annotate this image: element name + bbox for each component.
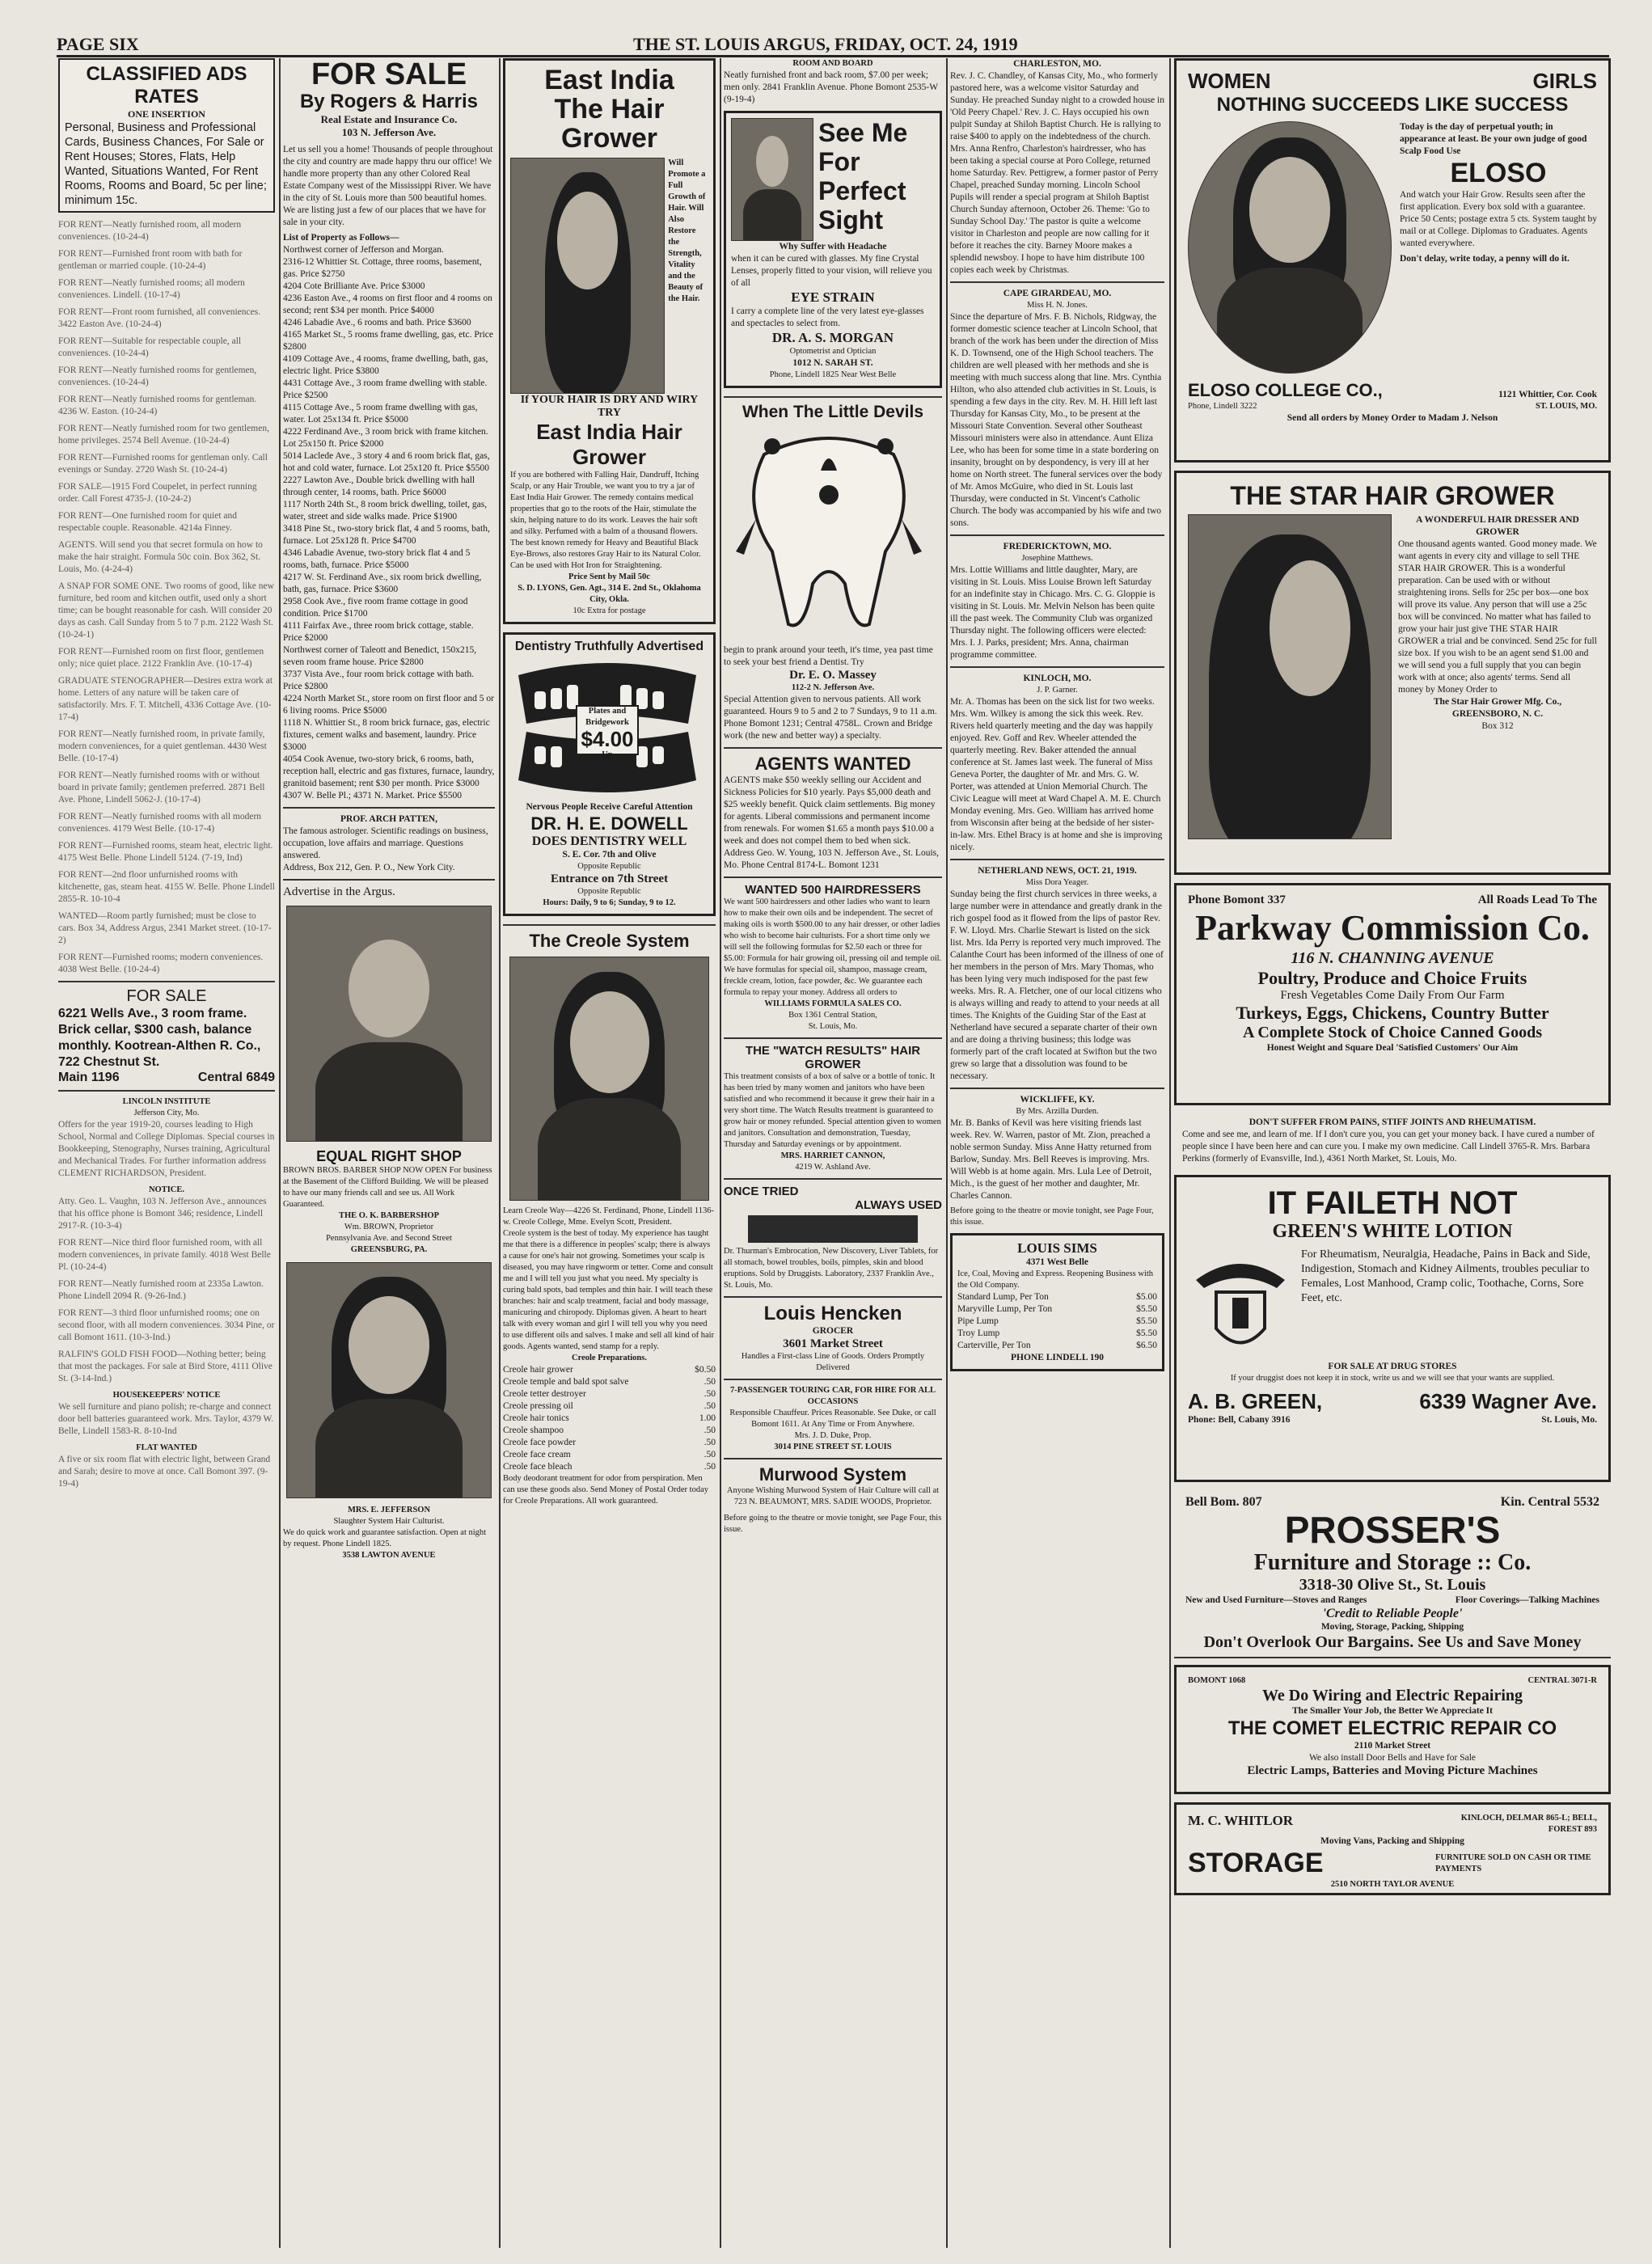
massey-text: Special Attention given to nervous patients. All work guaranteed. Hours 9 to 5 and 2 to 7 Sundays, 9 to 11 a.m. Phone Bomont 1231; Central 4758L. Crown and Bridge work (the new and better way) a specialty. [724,695,937,741]
listing-item: 4115 Cottage Ave., 5 room frame dwelling with gas, water. Lot 25x134 ft. Price $5000 [283,403,478,424]
listing-item: 2958 Cook Ave., five room frame cottage in good condition. Price $1700 [283,597,468,619]
hencken-addr: 3601 Market Street [783,1337,883,1350]
east-india-title: East India [544,65,674,95]
dentist-opp: Opposite Republic [577,862,641,871]
prosser-sub: Furniture and Storage :: Co. [1253,1550,1532,1575]
listing-item: 4224 North Market St., store room on first floor and 5 or 6 living rooms. Price $5000 [283,694,494,716]
shop-city: GREENSBURG, PA. [350,1245,428,1254]
eye-text2: I carry a complete line of the very latest eye-glasses and spectacles to select from. [731,306,924,328]
optometrist-sub: Optometrist and Optician [789,347,877,356]
star-co: The Star Hair Grower Mfg. Co., [1433,697,1562,707]
wick-title: WICKLIFFE, KY. [950,1088,1164,1106]
tried-trademark-logo [748,1215,918,1243]
classified-list [58,219,275,976]
prep-list [503,1364,716,1473]
hencken-ad [724,1296,942,1374]
prosser-credit: 'Credit to Reliable People' [1322,1607,1463,1620]
classified-item: FOR RENT—Front room furnished, all conveniences. 3422 Easton Ave. (10-24-4) [58,307,261,329]
car-name: Mrs. J. D. Duke, Prop. [794,1431,872,1440]
flat-text: A five or six room flat with electric light, between Grand and Sarah; desire to move at once. Call Bomont 397. (9-19-4) [58,1455,271,1489]
jefferson-sub: Slaughter System Hair Culturist. [333,1517,445,1526]
parkway-addr: 116 N. CHANNING AVENUE [1291,949,1494,967]
listing-item: 2227 Lawton Ave., Double brick dwelling with hall through center, 14 rooms, bath. Price $6000 [283,475,475,497]
prep-row: Creole tetter destroyer .50 [503,1389,716,1399]
prep-row: Creole temple and bald spot salve .50 [503,1377,716,1387]
classified-item: FOR RENT—Neatly furnished room for two gentlemen, home privileges. 2574 Bell Avenue. (10-24-4) [58,424,269,446]
classified-item: FOR RENT—Neatly furnished rooms for gentleman. 4236 W. Easton. (10-24-4) [58,395,257,416]
up-label: Up [602,750,613,759]
east-india-ad [503,58,716,624]
classified-item: FOR RENT—3 third floor unfurnished rooms; one on second floor, with all modern conveniences. 3034 Pine, or call Bomont 1611. (10-3-Ind.) [58,1308,275,1342]
see-for: For [818,147,860,176]
faileth-title: IT FAILETH NOT [1267,1185,1518,1221]
portrait-photo-woman [286,1262,492,1498]
prep-row: Creole face powder .50 [503,1438,716,1447]
forsale-main-phone: Main 1196 [58,1071,120,1084]
classified-item: FOR RENT—Neatly furnished room, in private family, modern conveniences, for a quiet gentleman. 4430 West Belle. (10-17-4) [58,729,267,763]
listings [283,244,495,802]
hairdressers-co: WILLIAMS FORMULA SALES CO. [764,999,902,1008]
classified-item: FOR RENT—Neatly furnished rooms with or without board in private family; gentlemen preferred. 2871 Bell Ave. Phone, Lindell 5062-J. (10-17-4) [58,771,265,805]
room-text: Neatly furnished front and back room, $7.00 per week; men only. 2841 Franklin Avenue. Phone Bomont 2535-W (9-19-4) [724,70,938,104]
sims-ad [950,1233,1164,1371]
classified-item: FOR RENT—Furnished front room with bath for gentleman or married couple. (10-24-4) [58,249,243,271]
housekeepers-text: We sell furniture and piano polish; re-charge and connect door bell batteries guaranteed work. Mrs. Taylor, 4379 W. Belle, Lindell 1583-R. 8-10-Ind [58,1402,274,1436]
tried-text: Dr. Thurman's Embrocation, New Discovery, Liver Tablets, for all stomach, bowel troubles, boils, pimples, skin and blood eruptions. Sold by Druggists. Laboratory, 2337 Franklin Ave., St. Louis, Mo. [724,1247,939,1290]
forsale-central-phone: Central 6849 [197,1071,275,1084]
optometrist-phone: Phone, Lindell 1825 Near West Belle [769,370,897,379]
comet-smaller: The Smaller Your Job, the Better We Appreciate It [1292,1706,1493,1716]
hencken-name: Louis Hencken [763,1303,902,1324]
parkway-fresh: Fresh Vegetables Come Daily From Our Farm [1280,989,1505,1002]
east-india-side: Will Promote a Full Growth of Hair. Will Also Restore the Strength, Vitality and the Beauty of the Hair. [668,158,706,303]
parkway-ad [1174,883,1611,1105]
classified-item: WANTED—Room partly furnished; must be close to cars. Box 34, Address Argus, 2341 Market street. (10-17-2) [58,911,272,945]
cape-text: Since the departure of Mrs. F. B. Nichols, Ridgway, the former domestic science teacher at Lincoln School, that branch of the work has been under the direction of Miss K. D. Townsend, one of the High School teachers. The children are well pleased with her methods and she is meeting with much success along that line. Mrs. Cynthia Hilton, who also attended club activities in St. Louis, is spending a few days in the city. Rev. M. H. Hill left last Thursday for Kansas City, Mo., to be present at the Missouri State Convention. Several other Southeast Missouri ministers were also in attendance. Aunt Eliza Lee, who has been for some time in a state bordering on insanity, brought on by despondency, is very ill at her home on North street. The funeral services over the body of Mr. Amos McGuire, who died in St. Louis last Thursday, were conducted in St. Vincent's Catholic Church. The body was accompanied by his wife and two sons. [950,312,1163,528]
eloso-intro: Today is the day of perpetual youth; in appearance at least. Be your own judge of good Scalp Food Use [1400,122,1587,156]
wick-by: By Mrs. Arzilla Durden. [1016,1107,1099,1116]
listing-item: 4246 Labadie Ave., 6 rooms and bath. Price $3600 [283,318,471,327]
jefferson-text: We do quick work and guarantee satisfaction. Open at night by request. Phone Lindell 1825. [283,1528,487,1548]
see-me: See Me [818,118,908,147]
forsale-heading: FOR SALE [311,58,467,91]
classified-item: FOR RENT—Neatly furnished room at 2335a Lawton. Phone Lindell 2094 R. (9-26-Ind.) [58,1279,264,1301]
prep-row: Creole face bleach .50 [503,1462,716,1472]
prep-row: Creole shampoo .50 [503,1426,716,1435]
comet-do: We Do Wiring and Electric Repairing [1261,1687,1523,1704]
classified-item: FOR SALE—1915 Ford Coupelet, in perfect running order. Call Forest 4735-J. (10-24-2) [58,482,257,504]
creole-learn: Learn Creole Way—4226 St. Ferdinand, Phone, Lindell 1136-w. Creole College, Mme. Evelyn Scott, President. [503,1206,715,1227]
classified-item: FOR RENT—Suitable for respectable couple, all conveniences. (10-24-4) [58,336,242,358]
whitlor-storage: STORAGE [1188,1848,1324,1878]
massey-addr: 112-2 N. Jefferson Ave. [791,683,875,692]
large-ads-column [1174,58,1611,2248]
hencken-text: Handles a First-class Line of Goods. Orders Promptly Delivered [741,1352,925,1372]
classified-item: A SNAP FOR SOME ONE. Two rooms of good, like new furniture, bed room and kitchen outfit, used only a short time; can be bought reasonable for cash. Will consider 20 days as cash. Call Sunday from 5 to 7 p.m. 2122 Wash St. (10-24-1) [58,581,274,640]
star-text: One thousand agents wanted. Good money made. We want agents in every city and village to sell THE STAR HAIR GROWER. This is a wonderful preparation. Can be used with or without straightening irons. Sells for 25c per box—one box will prove its value. Any person that will use a 25c box will be convinced. No matter what has failed to grow your hair just give THE STAR HAIR GROWER a trial and be convinced. Send 25c for full size box. If you wish to be an agent send $1.00 and we will send you a full supply that you can begin work with at once; also agents' terms. Send all money by Money Order to [1398,539,1597,695]
dentist-head: Dentistry Truthfully Advertised [514,640,704,653]
listing-item: 4222 Ferdinand Ave., 3 room brick with frame kitchen. Lot 25x150 ft. Price $2000 [283,427,488,449]
kinloch-text: Mr. A. Thomas has been on the sick list for two weeks. Mrs. Wm. Wilkey is among the sick this week. Rev. Rivers held quarterly meeting and the day was happily enjoyed. Rev. Goff and Rev. Wheeler attended the quarterly meeting. Rev. Baker attended the annual conference at St. James last week. The funeral of Miss Geneva Porter, the daughter of Mr. and Mrs. G. W. Porter, was attended at Union Memorial Church. The Civic League will meet at Ward Chapel A. M. E. Church Monday evening. Mrs. Geo. William has arrived home from Wisconsin after being at the bedside of her sister-in-law. Mrs. Ethel Bracy is at home and she is improving nicely. [950,697,1163,852]
car-addr: 3014 PINE STREET ST. LOUIS [774,1442,892,1451]
massey-name: Dr. E. O. Massey [789,669,877,682]
patten-title: PROF. ARCH PATTEN, [340,814,437,824]
charleston-text: Rev. J. C. Chandley, of Kansas City, Mo., who formerly pastored here, was a welcome visitor Saturday and Sunday. He preached Sunday night to a crowded house in 'Old Peery Chapel.' Rev. J. C. Hays occupied his own pulpit Sunday at Shiloh Baptist Church. He is rallying to raise $400 to apply on the indebtedness of the church. Mrs. Anna Renfro, Charleston's hairdresser, who has been taking a special course at Poro College, returned home Saturday. Rev. Pettigrew, a former pastor of Perry Chapel, preached Sunday morning. Lincoln School Pupils will render a special program at Shiloh Baptist Church Sunday afternoon, October 26. Theme: 'Go to Sunday School Day.' The pastor is quite a welcome visitor in Charleston and people are now calling for it before it reaches the city. Barney Moore makes a splendid newsboy. I hope to have him distribute 100 copies each week by Christmas. [950,71,1164,275]
touring-car-ad [724,1379,942,1453]
parkway-roads: All Roads Lead To The [1477,893,1597,906]
devils-title: When The Little Devils [741,403,924,421]
greens-city: St. Louis, Mo. [1541,1415,1597,1425]
once-tried-ad [724,1178,942,1291]
watch-title: THE "WATCH RESULTS" HAIR GROWER [745,1044,921,1071]
east-india-try: If YOUR HAIR IS DRY AND WIRY TRY [520,394,699,419]
kinloch-title: KINLOCH, MO. [950,666,1164,685]
prosser-floor: Floor Coverings—Talking Machines [1455,1595,1599,1605]
portrait-photo-man [286,906,492,1142]
forsale-sub: Real Estate and Insurance Co. [320,113,458,125]
greens-sale: FOR SALE AT DRUG STORES [1328,1362,1457,1371]
listing-title: List of Property as Follows— [283,233,399,243]
devils-text: begin to prank around your teeth, it's time, yea past time to seek your best friend a Dentist. Try [724,645,933,667]
listing-item: 4109 Cottage Ave., 4 rooms, frame dwelling, bath, gas, electric light. Price $3800 [283,354,488,376]
plates-label: Plates and Bridgework [585,707,629,727]
tried-line2: ALWAYS USED [855,1198,942,1212]
news-column [950,58,1164,2248]
neth-title: NETHERLAND NEWS, OCT. 21, 1919. [950,859,1164,877]
murwood-title: Murwood System [758,1464,907,1485]
classified-item: FOR RENT—2nd floor unfurnished rooms with kitchenette, gas, steam heat. 4155 W. Belle. Phone Lindell 2855-R. 10-10-4 [58,870,275,904]
classified-item: FOR RENT—Neatly furnished rooms with all modern conveniences. 4179 West Belle. (10-17-4) [58,812,262,834]
eloso-photo [1188,121,1392,374]
dentist-entrance: Entrance on 7th Street [550,872,669,885]
classified-item: FOR RENT—Furnished room on first floor, gentlemen only; nice quiet place. 2122 Franklin Ave. (10-17-4) [58,647,264,669]
eloso-brand: ELOSO [1450,158,1547,188]
comet-phone1: BOMONT 1068 [1188,1676,1246,1685]
greens-name: A. B. GREEN, [1188,1389,1323,1413]
comet-phone2: CENTRAL 3071-R [1527,1676,1597,1685]
neth-by: Miss Dora Yeager. [1025,878,1089,887]
before-note: Before going to the theatre or movie tonight, see Page Four, this issue. [724,1514,942,1534]
green-lotion-ad [1174,1175,1611,1482]
classified-item: AGENTS. Will send you that secret formula on how to make the hair straight. Formula 50c coin. Box 362, St. Louis, Mo. (4-24-4) [58,540,263,574]
eloso-college: ELOSO COLLEGE CO., [1188,380,1383,400]
forsale-by: By Rogers & Harris [299,91,479,112]
pains-title: DON'T SUFFER FROM PAINS, STIFF JOINTS AND RHEUMATISM. [1249,1117,1536,1127]
whitlor-name: M. C. WHITLOR [1188,1813,1294,1828]
shop-text: BROWN BROS. BARBER SHOP NOW OPEN For business at the Basement of the Clifford Building. We will be pleased to have our many friends call and see us. All Work Guaranteed. [283,1166,492,1209]
east-india-title2: The Hair Grower [554,94,665,154]
nothing-succeeds: NOTHING SUCCEEDS LIKE SUCCESS [1216,94,1569,116]
sims-phone: PHONE LINDELL 190 [1010,1353,1105,1362]
creole-ad [503,924,716,1507]
dentist-opp2: Opposite Republic [577,887,641,896]
watch-addr: 4219 W. Ashland Ave. [795,1163,871,1172]
rates-text: Personal, Business and Professional Cards, Business Chances, For Sale or Rent Houses; Stores, Flats, Help Wanted, Situations Wanted, For Rent Rooms, Rooms and Board, 5c per line; minimum 15c. [65,121,267,207]
agents-text: AGENTS make $50 weekly selling our Accident and Sickness Policies for $10 yearly. Pays $5,000 death and $25 weekly benefit. Quick claim settlements. Big money for agents. Liberal commissions and permanent income from renewals. For women $1.65 a month pays $10.00 a week and does not compel them to bed when sick. Address Geo. W. Young, 103 N. Jefferson Ave., St. Louis, Mo. Phone Central 8174-L. Bomont 1231 [724,775,939,870]
lincoln-sub: Jefferson City, Mo. [133,1109,200,1117]
star-city: GREENSBORO, N. C. [1451,709,1544,719]
murwood-ad [724,1458,942,1535]
forsale-text: 6221 Wells Ave., 3 room frame. Brick cellar, $300 cash, balance monthly. Kootrean-Althen R. Co., 722 Chestnut St. [58,1007,261,1069]
advertise-note: Advertise in the Argus. [283,879,495,899]
listing-item: 4111 Fairfax Ave., three room brick cottage, stable. Price $2000 [283,621,474,643]
east-india-price: Price Sent by Mail 50c [568,572,650,581]
eloso-addr: 1121 Whittier, Cor. Cook [1498,390,1597,399]
hair-ads-column [503,58,716,2248]
eloso-text: And watch your Hair Grow. Results seen after the first application. Every box sold with a guarantee. Price 50 Cents; postage extra 5 cts. System taught by mail or at College. Diplomas to Graduates. Agents wanted everywhere. [1400,190,1598,248]
car-text: Responsible Chauffeur. Prices Reasonable. See Duke, or call Bomont 1611. At Any Time or From Anywhere. [729,1409,936,1429]
dentist-ad [503,632,716,916]
classified-item: FOR RENT—One furnished room for quiet and respectable couple. Reasonable. 4214a Finney. [58,511,238,533]
cape-title: CAPE GIRARDEAU, MO. [950,281,1164,300]
east-india-postage: 10c Extra for postage [572,606,646,615]
eloso-send: Send all orders by Money Order to Madam J. Nelson [1287,413,1498,423]
parkway-phone: Phone Bomont 337 [1188,893,1286,906]
whitlor-phone: KINLOCH, DELMAR 865-L; BELL, FOREST 893 [1460,1814,1597,1834]
parkway-title: Parkway Commission Co. [1195,908,1590,948]
see-sight: Sight [818,205,883,234]
neth-text: Sunday being the first church services in three weeks, a large number were in attendance and greatly drank in the rich gospel food as it flowed from the lips of pastor Rev. F. W. Lloyd. Mrs. Charlie Stewart is listed on the sick list. Mrs. Ida Perry is reported very much improved. The Calanthe Court has been informed of the illness of one of her members in the person of Mrs. Mary Thomas, who has been lying very much indisposed for the past few weeks. Mrs. R. A. Fletcher, one of our local citizens who is always willing and ready to attend to your needs at all times. The Knights of the Guiding Star of the East at Netherland have secured a separate charter of their own and are doing a thriving business; this lodge was formerly part of the craft located at Swifton but the two grew so large that a dissolution was found to be necessary. [950,889,1164,1081]
parkway-poultry: Poultry, Produce and Choice Fruits [1257,968,1527,988]
listing-item: Northwest corner of Jefferson and Morgan. [283,245,444,255]
kinloch-by: J. P. Garner. [1037,686,1078,695]
housekeepers-title: HOUSEKEEPERS' NOTICE [112,1391,221,1400]
comet-install: We also install Door Bells and Have for Sale [1308,1753,1477,1763]
classified-column [58,58,275,2248]
pains-ad [1174,1113,1611,1168]
forsale-intro: Let us sell you a home! Thousands of people throughout the city and country are made happy thru our office! We handle more property than any other Colored Real Estate Company west of the Mississippi River. We have in the city of St. Louis more than 500 beautiful homes. We are listing just a few of our places that we have for sale in your city. [283,145,493,227]
prosser-kin: Kin. Central 5532 [1500,1495,1599,1509]
eloso-delay: Don't delay, write today, a penny will do it. [1400,254,1570,264]
eloso-phone: Phone, Lindell 3222 [1188,402,1257,411]
tooth-devils-illustration [724,422,934,640]
listing-item: 1118 N. Whittier St., 8 room brick furnace, gas, electric fixtures, cement walks and basement, laundry. Price $3000 [283,718,490,752]
charleston-title: CHARLESTON, MO. [1013,59,1101,69]
dentist-name: DR. H. E. DOWELL [530,813,688,834]
listing-item: 1117 North 24th St., 8 room brick dwelling, toilet, gas, water, street and side walks made. Price $1900 [283,500,488,522]
comet-electric-ad [1174,1665,1611,1794]
see-perfect: Perfect [818,176,906,205]
rates-sub: ONE INSERTION [128,108,205,120]
hairdressers-title: WANTED 500 HAIRDRESSERS [745,883,921,897]
agents-ad [724,747,942,872]
room-title: ROOM AND BOARD [792,59,873,68]
comet-addr: 2110 Market Street [1354,1741,1431,1751]
listing-item: 4165 Market St., 5 rooms frame dwelling, gas, etc. Price $2800 [283,330,493,352]
prosser-bell: Bell Bom. 807 [1185,1495,1262,1509]
sims-text: Ice, Coal, Moving and Express. Reopening Business with the Old Company. [957,1269,1154,1290]
creole-body: Creole system is the best of today. My experience has taught me that there is a difference in peoples' scalp; there is always a cause for one's hair not growing. Sometimes your scalp is diseased, you may have ringworm or tetter. Come and consult me and I will tell you just what you need. My specialty is curing bald spots, bad temples and thin hair. I will teach these branches: hair and scalp treatment, facial and body massage, manicuring and chiropody. Diplomas given. A heart to heart talk with every woman and girl I will tell you why you need to use different oils and salves. I make and sell all kind of hair goods. Agents wanted, send stamp for a reply. [503,1229,715,1351]
star-photo [1188,514,1392,839]
listing-item: 4204 Cote Brilliante Ave. Price $3000 [283,281,425,291]
comet-lamps: Electric Lamps, Batteries and Moving Picture Machines [1247,1764,1538,1777]
before-note-2: Before going to the theatre or movie tonight, see Page Four, this issue. [950,1206,1154,1227]
star-box: Box 312 [1481,721,1514,731]
whitlor-moving: Moving Vans, Packing and Shipping [1320,1836,1464,1846]
coal-price-row: Troy Lump $5.50 [957,1328,1157,1338]
services-column [724,58,942,2248]
jefferson-addr: 3538 LAWTON AVENUE [342,1551,436,1560]
listing-item: 2316-12 Whittier St. Cottage, three rooms, basement, gas. Price $2750 [283,257,482,279]
prep-title: Creole Preparations. [572,1354,647,1362]
coal-price-row: Carterville, Per Ton $6.50 [957,1341,1157,1350]
listing-item: 3737 Vista Ave., four room brick cottage with bath. Price $2800 [283,669,475,691]
sims-name: LOUIS SIMS [1017,1240,1097,1256]
shop-addr: Pennsylvania Ave. and Second Street [326,1234,452,1243]
rates-title: RATES [134,86,199,108]
hairdressers-box: Box 1361 Central Station, [788,1011,877,1020]
shop-title: EQUAL RIGHT SHOP [316,1148,462,1164]
greens-druggist: If your druggist does not keep it in stock, write us and we will see that your wants are supplied. [1230,1374,1555,1383]
fred-title: FREDERICKTOWN, MO. [950,534,1164,553]
east-india-photo [510,158,665,394]
listing-item: 4346 Labadie Avenue, two-story brick flat 4 and 5 rooms, bath, furnace. Price $5000 [283,548,471,570]
parkway-stock: A Complete Stock of Choice Canned Goods [1242,1024,1542,1041]
dentist-hours: Hours: Daily, 9 to 6; Sunday, 9 to 12. [543,898,676,907]
coal-price-row: Pipe Lump $5.50 [957,1316,1157,1326]
whitlor-addr: 2510 NORTH TAYLOR AVENUE [1330,1880,1455,1889]
prosser-title: PROSSER'S [1284,1509,1501,1551]
listing-item: 4431 Cottage Ave., 3 room frame dwelling with stable. Price $2500 [283,378,488,400]
coal-price-row: Standard Lump, Per Ton $5.00 [957,1292,1157,1302]
creole-photo [509,957,709,1201]
prep-row: Creole hair grower $0.50 [503,1365,716,1375]
patten-text: The famous astrologer. Scientific readings on business, occupation, love affairs and marriage. Questions answered. [283,826,488,860]
listing-item: 4307 W. Belle Pl.; 4371 N. Market. Price $5500 [283,791,463,800]
page-number: PAGE SIX [57,34,139,54]
sims-addr: 4371 West Belle [1025,1257,1089,1267]
optometrist-photo [731,118,813,241]
classified-item: RALFIN'S GOLD FISH FOOD—Nothing better; being that most the packages. For sale at Bird Store, 4111 Olive St. (3-14-Ind.) [58,1350,273,1383]
eloso-city: ST. LOUIS, MO. [1536,402,1597,411]
masthead [57,23,1609,57]
fred-text: Mrs. Lottie Williams and little daughter, Mary, are visiting in St. Louis. Miss Louise Brown left Saturday for an indefinite stay in Chicago. Mrs. C. G. Gloppie is visiting in St. Louis. Mr. Melvin Nelson has been quite ill the past week. The Community Club was organized Thursday night. The following officers were elected: Mrs. I. J. Parks, president; Mrs. Anna, chairman programme committee. [950,565,1156,660]
newspaper-title: THE ST. LOUIS ARGUS, FRIDAY, OCT. 24, 1919 [633,34,1018,54]
listing-item: 4054 Cook Avenue, two-story brick, 6 rooms, bath, reception hall, electric and gas fixtures, furnace, laundry, granitoid basement; rent $30 per month. Price $3000 [283,754,495,788]
east-india-body: If you are bothered with Falling Hair, Dandruff, Itching Scalp, or any Hair Trouble, we want you to try a jar of East India Hair Grower. The remedy contains medical properties that go to the roots of the Hair, stimulate the skin, helping nature to do its work. Leaves the hair soft and silky. Perfumed with a balm of a thousand flowers. The best known remedy for Heavy and Beautiful Black Eye-Brows, also restores Gray Hair to its Natural Color. Can be used with Hot Iron for Straightening. [510,471,701,570]
tried-line1: ONCE TRIED [724,1185,799,1198]
forsale-addr: 103 N. Jefferson Ave. [341,126,437,138]
girls-label: GIRLS [1532,69,1597,93]
creole-title: The Creole System [529,931,690,951]
listing-item: Northwest corner of Taleott and Benedict, 150x215, seven room frame house. Price $2800 [283,645,477,667]
shop-name: THE O. K. BARBERSHOP [339,1211,439,1220]
parkway-honest: Honest Weight and Square Deal 'Satisfied Customers' Our Aim [1266,1043,1519,1053]
classified-item: GRADUATE STENOGRAPHER—Desires extra work at home. Letters of any nature will be taken care of satisfactorily. Mrs. F. T. Mitchell, 4336 Cottage Ave. (10-17-4) [58,676,273,722]
east-india-brand: East India Hair Grower [536,420,682,469]
star-hair-ad [1174,471,1611,875]
dentist-tag: DOES DENTISTRY WELL [531,834,687,848]
massey-ad [724,396,942,742]
coal-price-row: Maryville Lump, Per Ton $5.50 [957,1304,1157,1314]
listing-item: 5014 Laclede Ave., 3 story 4 and 6 room brick flat, gas, hot and cold water, furnace. Lot 25x120 ft. Price $5500 [283,451,490,473]
murwood-text: Anyone Wishing Murwood System of Hair Culture will call at 723 N. BEAUMONT, MRS. SADIE WOODS, Proprietor. [726,1486,940,1506]
greens-addr: 6339 Wagner Ave. [1419,1389,1597,1413]
classified-item: FOR RENT—Furnished rooms for gentleman only. Call evenings or Sunday. 2720 Wash St. (10-24-4) [58,453,268,475]
dentist-price: $4.00 [581,727,634,751]
greens-title: GREEN'S WHITE LOTION [1272,1221,1513,1242]
realestate-column [283,58,495,2248]
why-suffer: Why Suffer with Headache [779,242,887,251]
lincoln-title: LINCOLN INSTITUTE [122,1097,211,1106]
creole-foot: Body deodorant treatment for odor from perspiration. Men can use these goods also. Send Money of Postal Order today for Creole Preparations. All work guaranteed. [503,1474,708,1506]
listing-item: 4236 Easton Ave., 4 rooms on first floor and 4 rooms on second; rent $34 per month. Price $4000 [283,294,492,315]
prosser-moving: Moving, Storage, Packing, Shipping [1320,1622,1464,1632]
eloso-ad [1174,58,1611,463]
notice-title: NOTICE. [148,1185,185,1194]
greens-phone: Phone: Bell, Cabany 3916 [1188,1415,1291,1425]
prosser-dont: Don't Overlook Our Bargains. See Us and Save Money [1203,1633,1582,1651]
prosser-addr: 3318-30 Olive St., St. Louis [1299,1576,1486,1594]
star-sub: A WONDERFUL HAIR DRESSER AND GROWER [1416,515,1579,537]
whitlor-furn: FURNITURE SOLD ON CASH OR TIME PAYMENTS [1435,1852,1591,1873]
optometrist-ad [724,111,942,388]
hencken-sub: GROCER [812,1326,854,1336]
classified-item: FOR RENT—Neatly furnished room, all modern conveniences. (10-24-4) [58,220,242,242]
eye-strain: EYE STRAIN [791,289,875,305]
agents-title: AGENTS WANTED [754,754,911,774]
eagle-shield-logo [1188,1248,1293,1361]
classified-item: FOR RENT—Furnished rooms, steam heat, electric light. 4175 West Belle. Phone Lindell 5124. (7-19, Ind) [58,841,273,863]
patten-addr: Address, Box 212, Gen. P. O., New York City. [283,863,455,872]
women-label: WOMEN [1188,69,1271,93]
dentist-addr: S. E. Cor. 7th and Olive [562,850,657,860]
wick-text: Mr. B. Banks of Kevil was here visiting friends last week. Rev. W. Warren, pastor of Mt. Zion, preached a noble sermon Sunday. Miss Anne Hatty returned from Barlow, Sunday. Mrs. Bell Reeves is improving. Mrs. Will Webb is at home again. Mrs. Lula Lee of Detroit, Mich., is the guest of her mother and daughter, Mr. Charles Cannon. [950,1118,1152,1201]
shop-owner: Wm. BROWN, Proprietor [344,1223,434,1231]
watch-text: This treatment consists of a box of salve or a bottle of tonic. It has been tried by many women and janitors who have been satisfied and who recommend it because it grew their hair in a very short time. The Watch Results treatment is guaranteed to grow hair or money refunded. Special attention given to women and janitors. Consultation and demonstration, Tuesday, Thursday and Saturday evenings or by appointment. [724,1072,941,1149]
hairdressers-city: St. Louis, Mo. [808,1022,858,1031]
classified-item: FOR RENT—Neatly furnished rooms for gentlemen, conveniences. (10-24-4) [58,365,257,387]
prep-row: Creole face cream .50 [503,1450,716,1459]
forsale-title: FOR SALE [126,987,207,1005]
notice-text: Atty. Geo. L. Vaughn, 103 N. Jefferson Ave., announces that his office phone is Bomont 346; residence, Lindell 2917-R. (10-3-4) [58,1197,267,1231]
star-title: THE STAR HAIR GROWER [1230,481,1555,510]
nervous-text: Nervous People Receive Careful Attention [526,802,693,812]
comet-title: THE COMET ELECTRIC REPAIR CO [1227,1717,1557,1739]
optometrist-addr: 1012 N. SARAH ST. [792,358,873,368]
parkway-turkeys: Turkeys, Eggs, Chickens, Country Butter [1236,1003,1549,1023]
listing-item: 3418 Pine St., two-story brick flat, 4 and 5 rooms, bath, furnace. Lot 25x128 ft. Price $4700 [283,524,490,546]
greens-text: For Rheumatism, Neuralgia, Headache, Pains in Back and Side, Indigestion, Stomach and Kidney Ailments, troubles peculiar to Females, Lost Manhood, Cramp colic, Toothache, Corns, Sore Feet, etc. [1301,1248,1591,1304]
optometrist-name: DR. A. S. MORGAN [771,330,894,345]
watch-results-ad [724,1037,942,1173]
fred-by: Josephine Matthews. [1021,554,1093,563]
pains-text: Come and see me, and learn of me. If I don't cure you, you can get your money back. I have cured a number of people since I have been here and can cure you. I make my own medicine. Call Lindell 3765-R. Mrs. Barbara Perkins (formerly of Evansville, Ind.), 4361 North Market, St. Louis, Mo. [1182,1130,1595,1164]
east-india-seller: S. D. LYONS, Gen. Agt., 314 E. 2nd St., Oklahoma City, Okla. [518,584,701,604]
classified-header: CLASSIFIED ADS [86,63,247,85]
lincoln-text: Offers for the year 1919-20, courses leading to High School, Normal and College Diplomas. Special courses in Bookkeeping, Stenography, Nurses training, Agricultural and Mechanical Trades. For further information address CLEMENT RICHARDSON, President. [58,1120,275,1178]
classified-item: FOR RENT—Neatly furnished rooms; all modern conveniences. Lindell. (10-17-4) [58,278,245,300]
flat-title: FLAT WANTED [136,1443,197,1452]
car-title: 7-PASSENGER TOURING CAR, FOR HIRE FOR ALL OCCASIONS [729,1386,936,1406]
classified-item: FOR RENT—Nice third floor furnished room, with all modern conveniences, in private family. 4018 West Belle Pl. (10-24-4) [58,1238,271,1272]
watch-name: MRS. HARRIET CANNON, [780,1151,885,1160]
classified-item: FOR RENT—Furnished rooms; modern conveniences. 4038 West Belle. (10-24-4) [58,952,264,974]
eye-text: when it can be cured with glasses. My fine Crystal Lenses, properly fitted to your vision, will relieve you of all [731,254,932,288]
prep-row: Creole hair tonics 1.00 [503,1413,716,1423]
prosser-new: New and Used Furniture—Stoves and Ranges [1185,1595,1367,1605]
hairdressers-ad [724,876,942,1033]
cape-by: Miss H. N. Jones. [1027,301,1088,310]
jefferson-name: MRS. E. JEFFERSON [347,1506,431,1514]
whitlor-ad [1174,1802,1611,1895]
prep-row: Creole pressing oil .50 [503,1401,716,1411]
listing-item: 4217 W. St. Ferdinand Ave., six room brick dwelling, bath, gas, furnace. Price $3600 [283,572,482,594]
hairdressers-text: We want 500 hairdressers and other ladies who want to learn how to make their own oils and be independent. The secret of making oils is worth $500.00 to any hair dresser, or other ladies who wish to become hair culturists. For a short time only we will sell the following formulas for $2.50 each or three for $5.00: Formula for hair growing oil, pressing oil and temple oil. We have formulas for special oil, shampoo, massage cream, freckle cream, lotion, face powder, &c. We guarantee each formula to repay your money. Address all orders to [724,898,942,997]
prosser-ad [1174,1490,1611,1658]
